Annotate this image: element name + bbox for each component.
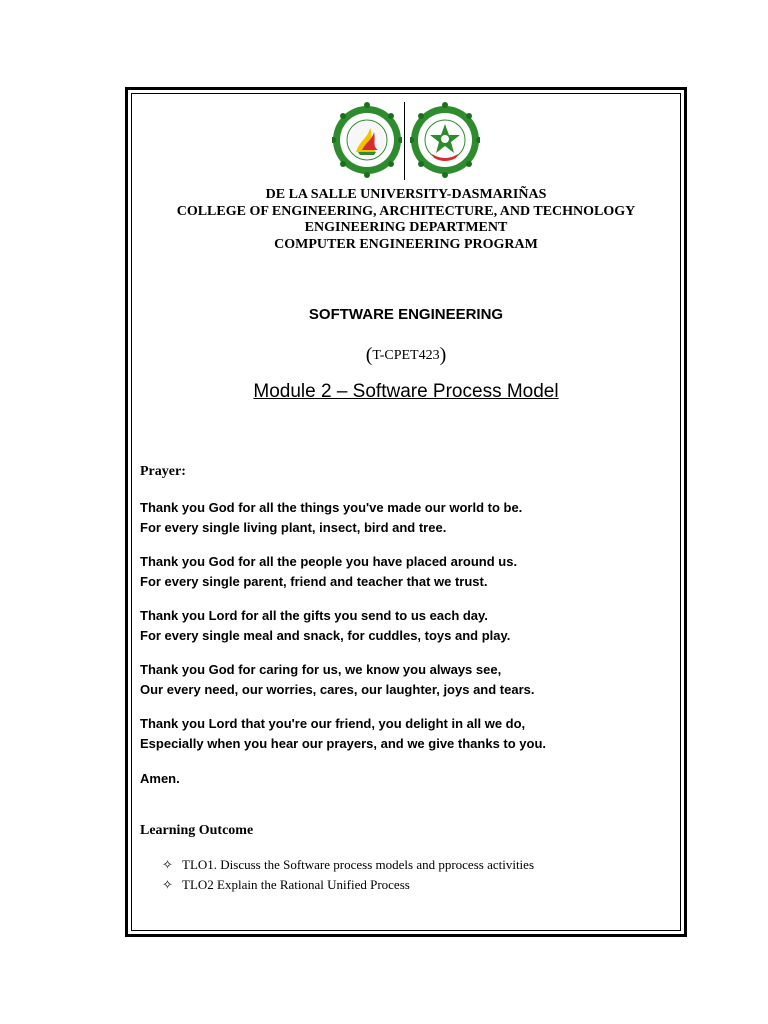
prayer-line: Thank you God for all the things you've made our world to be.	[140, 500, 523, 515]
course-title: SOFTWARE ENGINEERING	[308, 306, 504, 323]
prayer-stanza	[140, 660, 680, 700]
course-code: T-CPET423	[372, 348, 440, 363]
prayer-line: Thank you Lord that you're our friend, you delight in all we do,	[140, 716, 526, 731]
prayer-text	[140, 498, 680, 768]
document-border	[125, 87, 687, 937]
prayer-line: For every single living plant, insect, bird and tree.	[140, 520, 447, 535]
institution-header	[132, 187, 680, 253]
prayer-label: Prayer:	[140, 464, 186, 479]
program-name: COMPUTER ENGINEERING PROGRAM	[274, 236, 538, 252]
course-code-line	[132, 344, 680, 367]
four-point-star-bullet-icon: ✧	[162, 878, 173, 893]
prayer-stanza	[140, 498, 680, 538]
prayer-line: Our every need, our worries, cares, our laughter, joys and tears.	[140, 682, 535, 697]
list-item	[162, 855, 534, 875]
logo-divider	[404, 102, 405, 180]
learning-outcome-list	[162, 855, 534, 895]
prayer-amen: Amen.	[140, 771, 180, 786]
department-name: ENGINEERING DEPARTMENT	[304, 220, 508, 235]
paren-close: )	[439, 344, 447, 366]
prayer-stanza	[140, 552, 680, 592]
document-page	[131, 93, 681, 931]
prayer-line: For every single parent, friend and teacher that we trust.	[140, 574, 488, 589]
college-name: COLLEGE OF ENGINEERING, ARCHITECTURE, AND TECHNOLOGY	[176, 203, 636, 219]
module-title: Module 2 – Software Process Model	[253, 381, 559, 402]
university-name: DE LA SALLE UNIVERSITY-DASMARIÑAS	[265, 187, 547, 202]
prayer-stanza	[140, 606, 680, 646]
prayer-line: Especially when you hear our prayers, and we give thanks to you.	[140, 736, 547, 751]
outcome-text: TLO2 Explain the Rational Unified Process	[182, 877, 410, 892]
computer-engineering-seal-icon	[410, 100, 480, 180]
dlsud-ceat-seal-icon	[332, 100, 402, 180]
paren-open: (	[365, 344, 373, 366]
logo-group	[332, 100, 482, 186]
prayer-line: Thank you Lord for all the gifts you send to us each day.	[140, 608, 488, 623]
prayer-stanza	[140, 714, 680, 754]
prayer-line: Thank you God for all the people you have placed around us.	[140, 554, 518, 569]
prayer-line: Thank you God for caring for us, we know you always see,	[140, 662, 502, 677]
list-item	[162, 875, 534, 895]
four-point-star-bullet-icon: ✧	[162, 858, 173, 873]
prayer-line: For every single meal and snack, for cuddles, toys and play.	[140, 628, 511, 643]
outcome-text: TLO1. Discuss the Software process models and pprocess activities	[182, 857, 535, 872]
learning-outcome-label: Learning Outcome	[140, 823, 254, 838]
